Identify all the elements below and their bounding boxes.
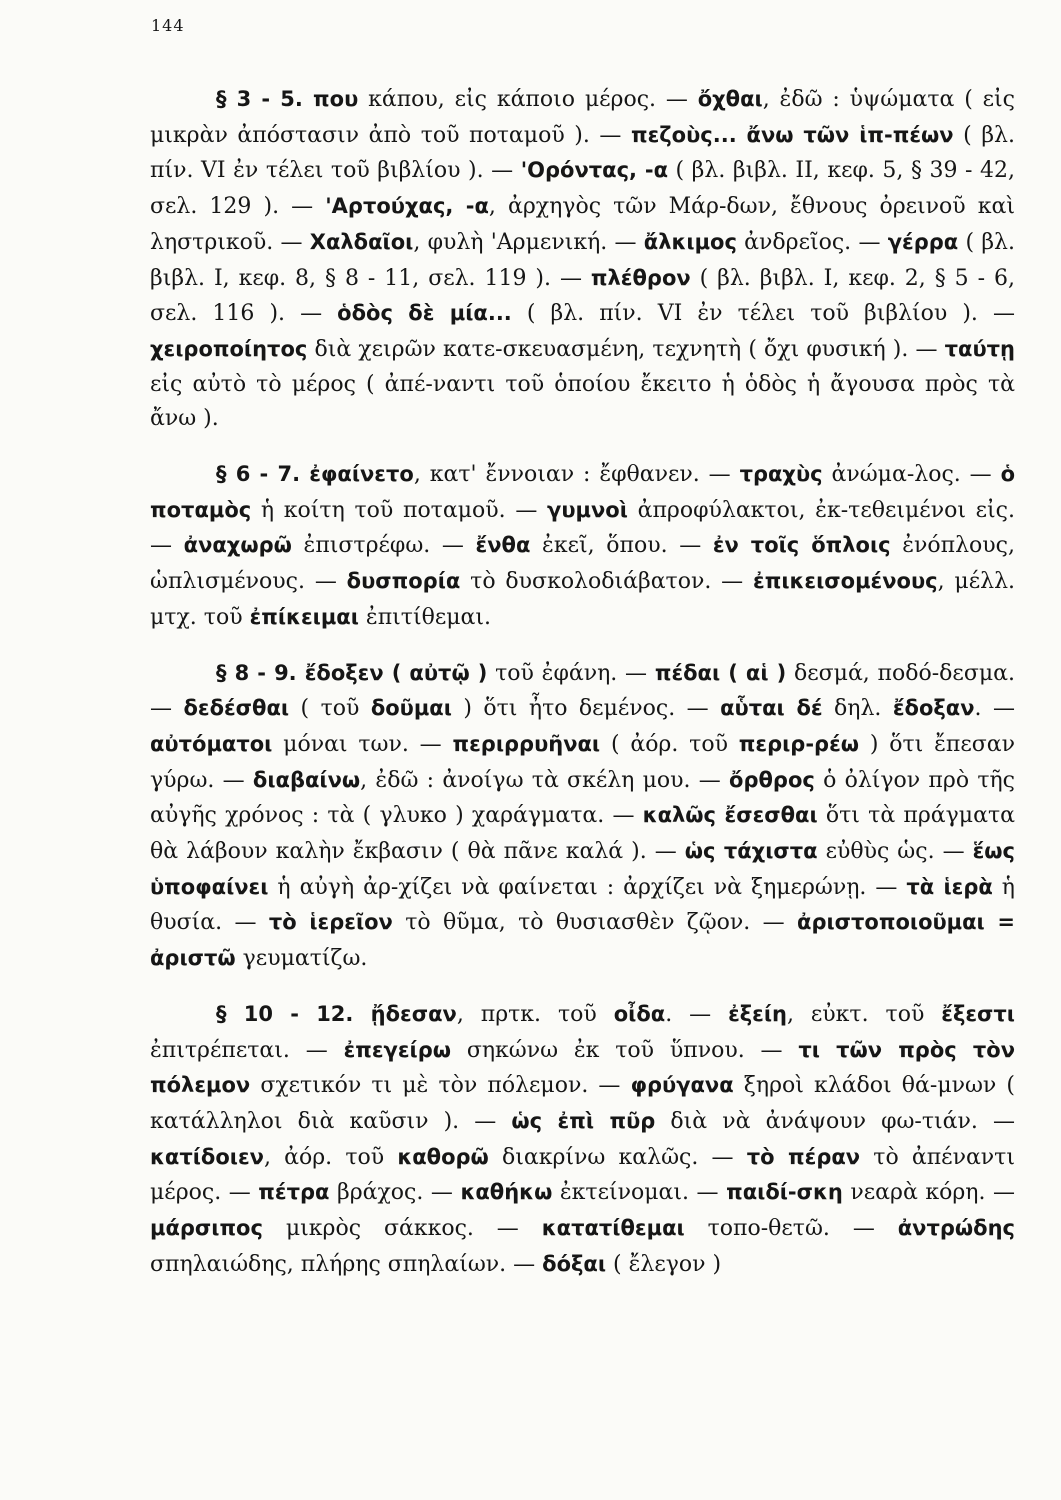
lemma-term: τὰ ἱερὰ bbox=[906, 874, 993, 899]
lemma-term: ὡς ἐπὶ πῦρ bbox=[511, 1108, 656, 1133]
gloss-text: ὅτι τὰ πράγματα θὰ λάβουν καλὴν ἔκβασιν ( θὰ πᾶνε καλά ). — bbox=[150, 803, 1015, 865]
paragraph-3-5 bbox=[150, 82, 1015, 437]
gloss-text: , ἐδῶ : ὑψώματα ( εἰς μικρὰν ἀπόστασιν ἀπὸ τοῦ ποταμοῦ ). — bbox=[150, 87, 1015, 148]
gloss-text: τὸ ἀπέναντι μέρος. — bbox=[150, 1144, 1015, 1206]
lemma-term: κατίδοιεν bbox=[150, 1144, 264, 1169]
lemma-term: παιδί-σκη bbox=[726, 1180, 843, 1205]
lemma-term: ἀριστοποιοῦμαι = ἀριστῶ bbox=[150, 910, 1016, 971]
gloss-text: , πρτκ. τοῦ bbox=[456, 1001, 614, 1027]
lemma-term: 'Ορόντας, -α bbox=[520, 158, 669, 183]
lemma-term: δόξαι bbox=[542, 1251, 607, 1276]
gloss-text: τὸ δυσκολοδιάβατον. — bbox=[460, 569, 754, 595]
gloss-text: ξηροὶ κλάδοι θά-μνων ( κατάλληλοι διὰ καῦσιν ). — bbox=[150, 1073, 1015, 1134]
lemma-term: πέτρα bbox=[258, 1180, 330, 1205]
gloss-text: ἀνώμα-λος. — bbox=[822, 462, 1001, 488]
lemma-term: ὄρθρος bbox=[729, 767, 815, 792]
lemma-term: καθορῶ bbox=[397, 1144, 489, 1169]
lemma-term: ὁδὸς δὲ μία... bbox=[337, 301, 512, 326]
gloss-text: τὸ θῦμα, τὸ θυσιασθὲν ζῷον. — bbox=[392, 910, 798, 936]
gloss-text: , κατ' ἔννοιαν : ἔφθανεν. — bbox=[413, 462, 740, 488]
gloss-text: κάπου, εἰς κάποιο μέρος. — bbox=[358, 87, 698, 112]
lemma-term: μάρσιπος bbox=[150, 1216, 263, 1241]
gloss-text: ( βλ. πίν. VI ἐν τέλει τοῦ βιβλίου ). — bbox=[511, 301, 1015, 327]
lemma-term: § 8 - 9. bbox=[216, 660, 305, 685]
gloss-text: ( βλ. βιβλ. II, κεφ. 5, § 39 - 42, σελ. 129 ). — bbox=[150, 158, 1015, 220]
gloss-text: ( βλ. βιβλ. I, κεφ. 2, § 5 - 6, σελ. 116 ). — bbox=[150, 265, 1015, 327]
gloss-text: ) ὅτι ἦτο δεμένος. — bbox=[451, 696, 721, 722]
gloss-text: . — bbox=[665, 1001, 729, 1027]
lemma-term: τὸ ἱερεῖον bbox=[268, 910, 393, 935]
lemma-term: ἐξείη bbox=[728, 1001, 787, 1026]
lemma-term: ὄχθαι bbox=[697, 87, 763, 111]
lemma-term: δεδέσθαι bbox=[183, 696, 290, 721]
gloss-text: . — bbox=[974, 696, 1015, 722]
gloss-text: ( βλ. βιβλ. I, κεφ. 8, § 8 - 11, σελ. 119 ). — bbox=[150, 229, 1015, 291]
lemma-term: ἔδοξεν ( αὐτῷ ) bbox=[304, 660, 488, 685]
lemma-term: ἐν τοῖς ὅπλοις bbox=[712, 533, 891, 558]
gloss-text: ( ἀόρ. τοῦ bbox=[600, 731, 739, 757]
lemma-term: 'Αρτούχας, -α bbox=[325, 194, 489, 219]
lemma-term: τι τῶν πρὸς τὸν πόλεμον bbox=[150, 1037, 1015, 1098]
gloss-text: βράχος. — bbox=[329, 1180, 461, 1206]
lemma-term: γέρρα bbox=[887, 229, 959, 254]
gloss-text: γευματίζω. bbox=[235, 946, 368, 972]
lemma-term: φρύγανα bbox=[630, 1073, 734, 1098]
paragraph-10-12 bbox=[150, 997, 1015, 1283]
gloss-text: , μέλλ. μτχ. τοῦ bbox=[150, 569, 1016, 630]
gloss-text: μόναι των. — bbox=[272, 731, 453, 757]
gloss-text: ἐπιστρέφω. — bbox=[291, 533, 476, 559]
gloss-text: σπηλαιώδης, πλήρης σπηλαίων. — bbox=[150, 1251, 543, 1277]
lemma-term: ἐπεγείρω bbox=[343, 1037, 452, 1062]
lemma-term: § 10 - 12. bbox=[216, 1001, 371, 1026]
lemma-term: ἐπίκειμαι bbox=[249, 604, 359, 629]
gloss-text: δηλ. bbox=[822, 696, 893, 722]
gloss-text: μικρὸς σάκκος. — bbox=[262, 1216, 542, 1242]
lemma-term: γυμνοὶ bbox=[547, 497, 628, 522]
gloss-text: ἡ αὐγὴ ἀρ-χίζει νὰ φαίνεται : ἀρχίζει νὰ ξημερώνῃ. — bbox=[268, 874, 907, 900]
gloss-text: , ἀόρ. τοῦ bbox=[263, 1144, 398, 1170]
lemma-term: περιρρυῆναι bbox=[452, 731, 601, 756]
lemma-term: δυσπορία bbox=[346, 569, 461, 594]
lemma-term: που bbox=[313, 87, 359, 111]
lemma-term: πεζοὺς... ἄνω τῶν ἱπ-πέων bbox=[630, 122, 954, 147]
gloss-text: , ἐδῶ : ἀνοίγω τὰ σκέλη μου. — bbox=[360, 767, 730, 793]
lemma-term: ἀντρώδης bbox=[897, 1216, 1015, 1241]
lemma-term: ἕως ὑποφαίνει bbox=[150, 839, 1015, 899]
gloss-text: δεσμά, ποδό-δεσμα. — bbox=[150, 660, 1015, 722]
page-number: 144 bbox=[151, 16, 185, 35]
lemma-term: πέδαι ( αἱ ) bbox=[654, 660, 787, 685]
lemma-term: ἔδοξαν bbox=[892, 696, 975, 721]
lemma-term: δοῦμαι bbox=[370, 696, 452, 721]
paragraph-6-7 bbox=[150, 457, 1015, 636]
gloss-text: διὰ νὰ ἀνάψουν φω-τιάν. — bbox=[655, 1108, 1015, 1134]
lemma-term: ἔνθα bbox=[475, 533, 531, 558]
lemma-term: Χαλδαῖοι bbox=[309, 229, 414, 254]
gloss-text: τοπο-θετῶ. — bbox=[684, 1216, 898, 1242]
lemma-term: ἐφαίνετο bbox=[309, 462, 414, 487]
lemma-term: ἀναχωρῶ bbox=[183, 533, 292, 558]
lemma-term: ταύτῃ bbox=[944, 336, 1015, 361]
gloss-text: σχετικόν τι μὲ τὸν πόλεμον. — bbox=[250, 1073, 631, 1099]
lemma-term: αὗται δέ bbox=[720, 696, 823, 721]
gloss-text: ἐνόπλους, ὡπλισμένους. — bbox=[150, 533, 1015, 595]
gloss-text: , εὐκτ. τοῦ bbox=[786, 1001, 942, 1027]
gloss-text: ( τοῦ bbox=[289, 696, 371, 722]
lemma-term: αὐτόματοι bbox=[150, 731, 273, 756]
gloss-text: εἰς αὐτὸ τὸ μέρος ( ἀπέ-ναντι τοῦ ὁποίου ἔκειτο ἡ ὁδὸς ἡ ἄγουσα πρὸς τὰ ἄνω ). bbox=[150, 371, 1015, 432]
lemma-term: τραχὺς bbox=[739, 462, 823, 487]
lemma-term: καλῶς ἔσεσθαι bbox=[642, 803, 818, 828]
lemma-term: § 6 - 7. bbox=[216, 462, 310, 487]
lemma-term: ἐπικεισομένους bbox=[753, 569, 938, 594]
gloss-text: ἐκεῖ, ὅπου. — bbox=[530, 533, 713, 559]
lemma-term: οἶδα bbox=[613, 1001, 666, 1026]
gloss-text: τοῦ ἐφάνη. — bbox=[487, 660, 655, 686]
gloss-text: ἡ κοίτη τοῦ ποταμοῦ. — bbox=[251, 497, 548, 523]
lemma-term: ὡς τάχιστα bbox=[684, 839, 818, 864]
gloss-text: νεαρὰ κόρη. — bbox=[842, 1180, 1015, 1206]
gloss-text: , ἀρχηγὸς τῶν Μάρ-δων, ἔθνους ὀρεινοῦ καὶ ληστρικοῦ. — bbox=[150, 194, 1015, 255]
lemma-term: πλέθρον bbox=[590, 265, 691, 290]
lemma-term: περιρ-ρέω bbox=[738, 731, 860, 756]
gloss-text: ( βλ. πίν. VI ἐν τέλει τοῦ βιβλίου ). — bbox=[150, 122, 1015, 184]
lemma-term: τὸ πέραν bbox=[746, 1144, 861, 1169]
gloss-text: ἐπιτίθεμαι. bbox=[358, 604, 492, 630]
gloss-text: ἐπιτρέπεται. — bbox=[150, 1037, 344, 1063]
gloss-text: ἀπροφύλακτοι, ἐκ-τεθειμένοι εἰς. — bbox=[150, 497, 1015, 559]
lemma-term: ἔξεστι bbox=[941, 1001, 1015, 1026]
gloss-text: ἀνδρεῖος. — bbox=[736, 229, 888, 255]
commentary-text bbox=[150, 82, 1015, 1283]
gloss-text: εὐθὺς ὡς. — bbox=[817, 839, 973, 865]
gloss-text: ὁ ὀλίγον πρὸ τῆς αὐγῆς χρόνος : τὰ ( γλυκο ) χαράγματα. — bbox=[150, 767, 1015, 829]
lemma-term: χειροποίητος bbox=[150, 336, 308, 361]
gloss-text: ( ἔλεγον ) bbox=[606, 1251, 722, 1277]
lemma-term: καθήκω bbox=[460, 1180, 553, 1205]
lemma-term: § 3 - 5. bbox=[216, 87, 314, 111]
paragraph-8-9 bbox=[150, 656, 1015, 977]
gloss-text: ἡ θυσία. — bbox=[150, 874, 1015, 936]
gloss-text: ἐκτείνομαι. — bbox=[552, 1180, 727, 1206]
gloss-text: σηκώνω ἐκ τοῦ ὕπνου. — bbox=[451, 1037, 799, 1063]
lemma-term: ᾔδεσαν bbox=[370, 1001, 457, 1026]
gloss-text: , φυλὴ 'Αρμενική. — bbox=[413, 229, 644, 255]
lemma-term: ὁ ποταμὸς bbox=[150, 462, 1015, 522]
gloss-text: διὰ χειρῶν κατε-σκευασμένη, τεχνητὴ ( ὄχι φυσική ). — bbox=[307, 336, 945, 362]
gloss-text: ) ὅτι ἔπεσαν γύρω. — bbox=[150, 731, 1016, 793]
gloss-text: διακρίνω καλῶς. — bbox=[488, 1144, 747, 1170]
lemma-term: κατατίθεμαι bbox=[541, 1216, 685, 1241]
lemma-term: διαβαίνω bbox=[252, 767, 361, 792]
lemma-term: ἄλκιμος bbox=[643, 229, 737, 254]
